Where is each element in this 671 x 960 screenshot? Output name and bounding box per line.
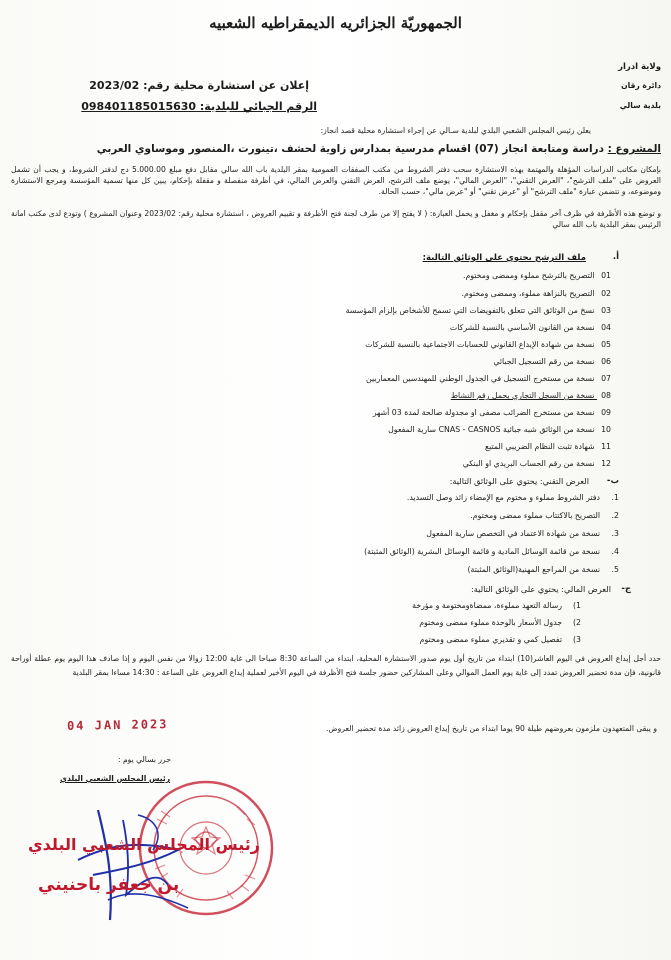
validity-line: و يبقى المتعهدون ملزمون بعروضهم طيلة 90 يوما ابتداء من تاريخ إيداع العروض زائد مدة تحضير العروض. bbox=[326, 724, 657, 733]
tax-id: الرقم الجبائي للبلدية: 098401185015630 bbox=[81, 100, 317, 113]
list-item: 10 نسخة من الوثائق شبه جبائية CNAS - CASNOS سارية المفعول bbox=[388, 425, 611, 434]
list-item: 02 التصريح بالنزاهة مملوء، وممضى ومختوم. bbox=[461, 289, 611, 298]
list-item: 11 شهادة تثبت النظام الضريبي المتبع bbox=[484, 442, 611, 451]
list-item: 08 نسخة من السجل التجاري يحمل رقم النشاط bbox=[450, 391, 611, 400]
deadline-paragraph: حدد أجل إيداع العروض في اليوم العاشر(10) ابتداء من تاريخ أول يوم صدور الاستشارة المحلية، ابتداء من الساعة 8:30 صباحا الى غاية 12:00 زوالا من نفس اليوم و إذا صادف هذا اليوم يوم عطلة أوراحة قانونية، فإن مدة تحضير العروض تمدد إلى غاية يوم العمل الموالي وعلى المشاركين حضور جلسة فتح الأظرفة في اليوم الأخير لعملية إيداع العروض على الساعة : 14:30 مساءا بمقر البلدية bbox=[11, 654, 661, 677]
daira-label: دائرة رقان bbox=[621, 81, 661, 90]
section-c-marker: ج- bbox=[621, 584, 631, 594]
list-item: 03 نسخ من الوثائق التي تتعلق بالتفويضات التي تسمح للأشخاص بإلزام المؤسسة bbox=[345, 306, 611, 315]
project-text: دراسة ومتابعة انجاز (07) اقسام مدرسية بمدارس زاوية لحشف ،تينورت ،المنصور وموساوي العربي bbox=[96, 143, 604, 155]
section-b-marker: ب- bbox=[606, 476, 619, 486]
list-item: 12 نسخة من رقم الحساب البريدي او البنكي bbox=[462, 459, 611, 468]
list-item: 2) جدول الأسعار بالوحدة مملوء ممضى ومختوم bbox=[419, 618, 581, 627]
section-a-marker: أ. bbox=[612, 252, 619, 262]
list-item: 1. دفتر الشروط مملوء و مختوم مع الإمضاء زائد وصل التسديد. bbox=[406, 493, 619, 502]
project-label: المشروع : bbox=[607, 143, 661, 155]
list-item: 5. نسخة من المراجع المهنية(الوثائق المثبتة) bbox=[467, 565, 619, 574]
list-item: 1) رسالة التعهد مملوءة، ممضاةومختومة و مؤرخة bbox=[412, 601, 581, 610]
stamp-name-text: بن جعفر باحنيني bbox=[38, 875, 180, 895]
intro-paragraph-2: و توضع هذه الأظرفة في ظرف آخر مقفل بإحكام و مغفل و يحمل العبارة: ( لا يفتح إلا من طرف لجنة فتح الأظرفة و تقييم العروض ، استشارة محلية رقم: 2023/02 وعنوان المشروع ) وتودع لدى مكتب امانة الرئيس بمقر البلدية باب الله سالي bbox=[11, 209, 661, 229]
date-stamp: 04 JAN 2023 bbox=[66, 717, 169, 733]
technical-heading: العرض التقني: يحتوي على الوثائق التالية: bbox=[449, 476, 589, 486]
list-item: 3. نسخة من شهادة الاعتماد في التخصص سارية المفعول bbox=[426, 529, 619, 538]
announcement-number: إعلان عن استشارة محلية رقم: 2023/02 bbox=[89, 79, 309, 92]
intro-line: يعلن رئيس المجلس الشعبي البلدي لبلدية سـالي عن إجراء استشارة محلية قصد انجاز: bbox=[320, 126, 591, 135]
made-at-line: حرر بسالي يوم : bbox=[118, 755, 171, 764]
republic-title: الجمهوريّة الجزائريه الديمقراطيه الشعبيه bbox=[209, 14, 462, 32]
wilaya-label: ولاية ادرار bbox=[618, 62, 661, 72]
list-item: 04 نسخة من القانون الأساسي بالنسبة للشركات bbox=[449, 323, 611, 332]
list-item: 09 نسخة من مستخرج الضرائب مصفى او مجدولة صالحة لمدة 03 أشهر bbox=[372, 408, 611, 417]
list-item: 06 نسخة من رقم التسجيل الجبائي bbox=[493, 357, 611, 366]
list-item: 4. نسخة من قائمة الوسائل المادية و قائمة الوسائل البشرية (الوثائق المثبتة) bbox=[364, 547, 619, 556]
handwritten-signature-icon bbox=[68, 790, 218, 930]
intro-paragraph-1: بإمكان مكاتب الدراسات المؤهلة والمهتمة بهذه الاستشارة سحب دفتر الشروط من مكتب الصفقات العمومية بمقر البلدية باب الله سالي مقابل دفع مبلغ 5.000.00 دج لدفتر الشروط، و يجب أن تشمل العروض على "ملف الترشح"، "العرض التقني"، "العرض المالي"، يوضع ملف الترشح، العرض التقني والعرض المالي، في أظرفة منفصلة و مقفلة بإحكام، يبين كل منها تسمية المؤسسة ومرجع الاستشارة وموضوعه، و تتضمن عبارة "ملف الترشح" أو "عرض تقني" أو "عرض مالي"، حسب الحالة. bbox=[11, 165, 661, 196]
list-item: 01 التصريح بالترشح مملوء وممضى ومختوم. bbox=[462, 271, 611, 280]
baladia-label: بلدية سالي bbox=[619, 101, 661, 110]
financial-heading: العرض المالي: يحتوي على الوثائق التالية: bbox=[470, 584, 611, 594]
list-item: 05 نسخة من شهادة الإيداع القانوني للحسابات الاجتماعية بالنسبة للشركات bbox=[365, 340, 611, 349]
list-item: 07 نسخة من مستخرج التسجيل في الجدول الوطني للمهندسين المعماريين bbox=[366, 374, 611, 383]
list-item: 2. التصريح بالاكتتاب مملوء ممضى ومختوم. bbox=[470, 511, 619, 520]
list-item: 3) تفصيل كمي و تقديري مملوء ممضى ومختوم bbox=[419, 635, 581, 644]
candidacy-heading: ملف الترشح يحتوي على الوثائق التالية: bbox=[422, 253, 586, 263]
president-title: رئيس المجلس الشعبي البلدي bbox=[60, 774, 171, 783]
stamp-president-text: رئيس المجلس الشعبي البلدي bbox=[28, 835, 260, 854]
